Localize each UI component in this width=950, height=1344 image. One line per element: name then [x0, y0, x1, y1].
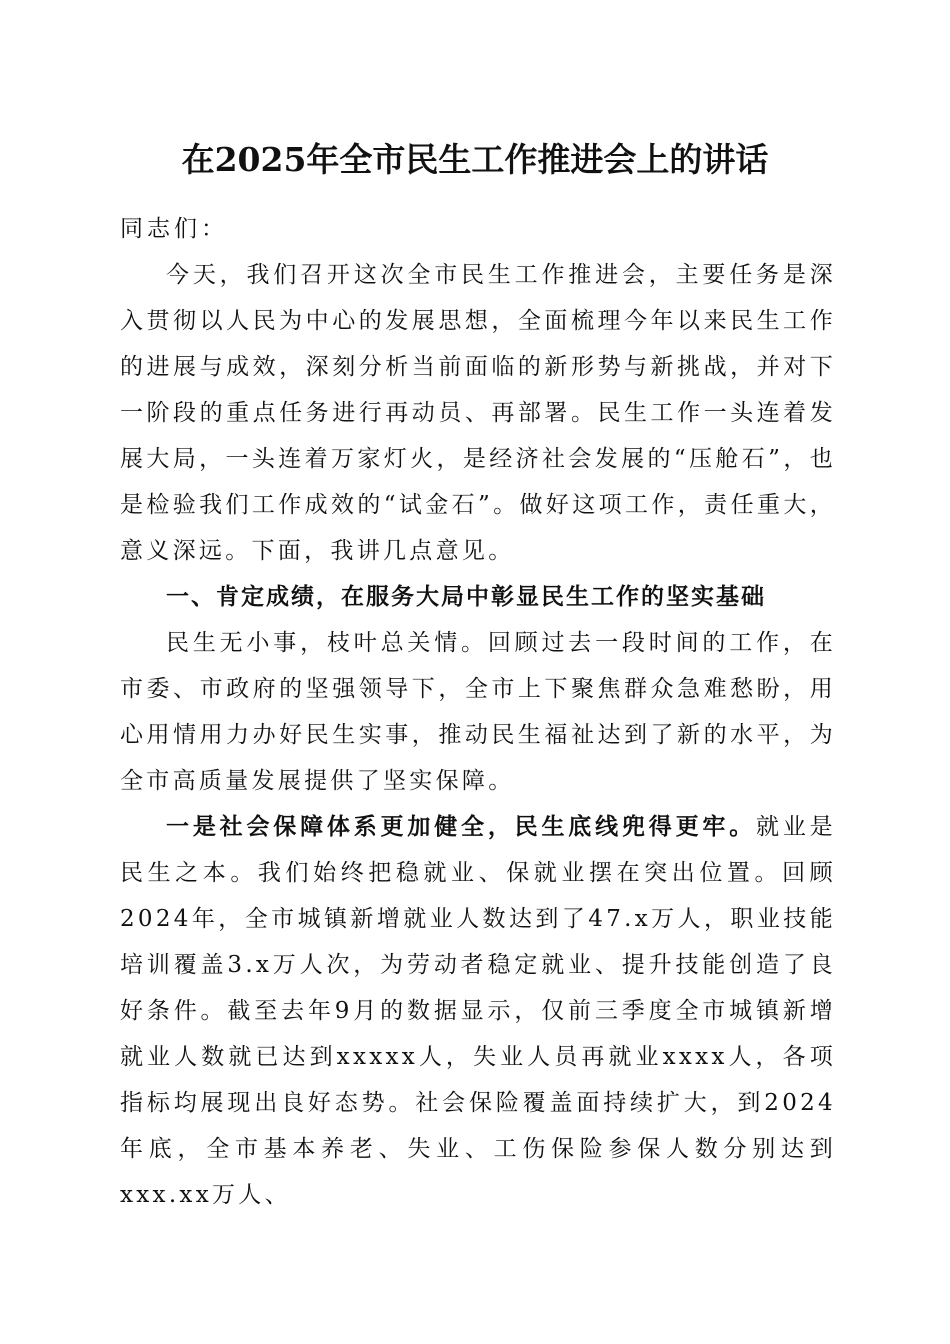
salutation: 同志们： [120, 216, 228, 242]
section-1-paragraph: 民生无小事，枝叶总关情。回顾过去一段时间的工作，在市委、市政府的坚强领导下，全市上下聚焦群众急难愁盼，用心用情用力办好民生实事，推动民生福祉达到了新的水平，为全市高质量发展提供了坚实保障。 [120, 630, 836, 794]
document-title: 在2025年全市民生工作推进会上的讲话 [181, 140, 769, 179]
point-1-text: 就业是民生之本。我们始终把稳就业、保就业摆在突出位置。回顾2024年，全市城镇新增就业人数达到了47.x万人，职业技能培训覆盖3.x万人次，为劳动者稳定就业、提升技能创造了良好条件。截至去年9月的数据显示，仅前三季度全市城镇新增就业人数就已达到xxxxx人，失业人员再就业xxxx人，各项指标均展现出良好态势。社会保险覆盖面持续扩大，到2024年底，全市基本养老、失业、工伤保险参保人数分别达到xxx.xx万人、 [120, 814, 836, 1208]
section-heading-1: 一、肯定成绩，在服务大局中彰显民生工作的坚实基础 [166, 583, 766, 610]
intro-paragraph: 今天，我们召开这次全市民生工作推进会，主要任务是深入贯彻以人民为中心的发展思想，全面梳理今年以来民生工作的进展与成效，深刻分析当前面临的新形势与新挑战，并对下一阶段的重点任务进行再动员、再部署。民生工作一头连着发展大局，一头连着万家灯火，是经济社会发展的“压舱石”，也是检验我们工作成效的“试金石”。做好这项工作，责任重大，意义深远。下面，我讲几点意见。 [120, 262, 836, 564]
document-body [120, 206, 836, 1218]
point-1-lead: 一是社会保障体系更加健全，民生底线兜得更牢。 [166, 813, 757, 840]
point-1-paragraph [120, 804, 836, 1218]
